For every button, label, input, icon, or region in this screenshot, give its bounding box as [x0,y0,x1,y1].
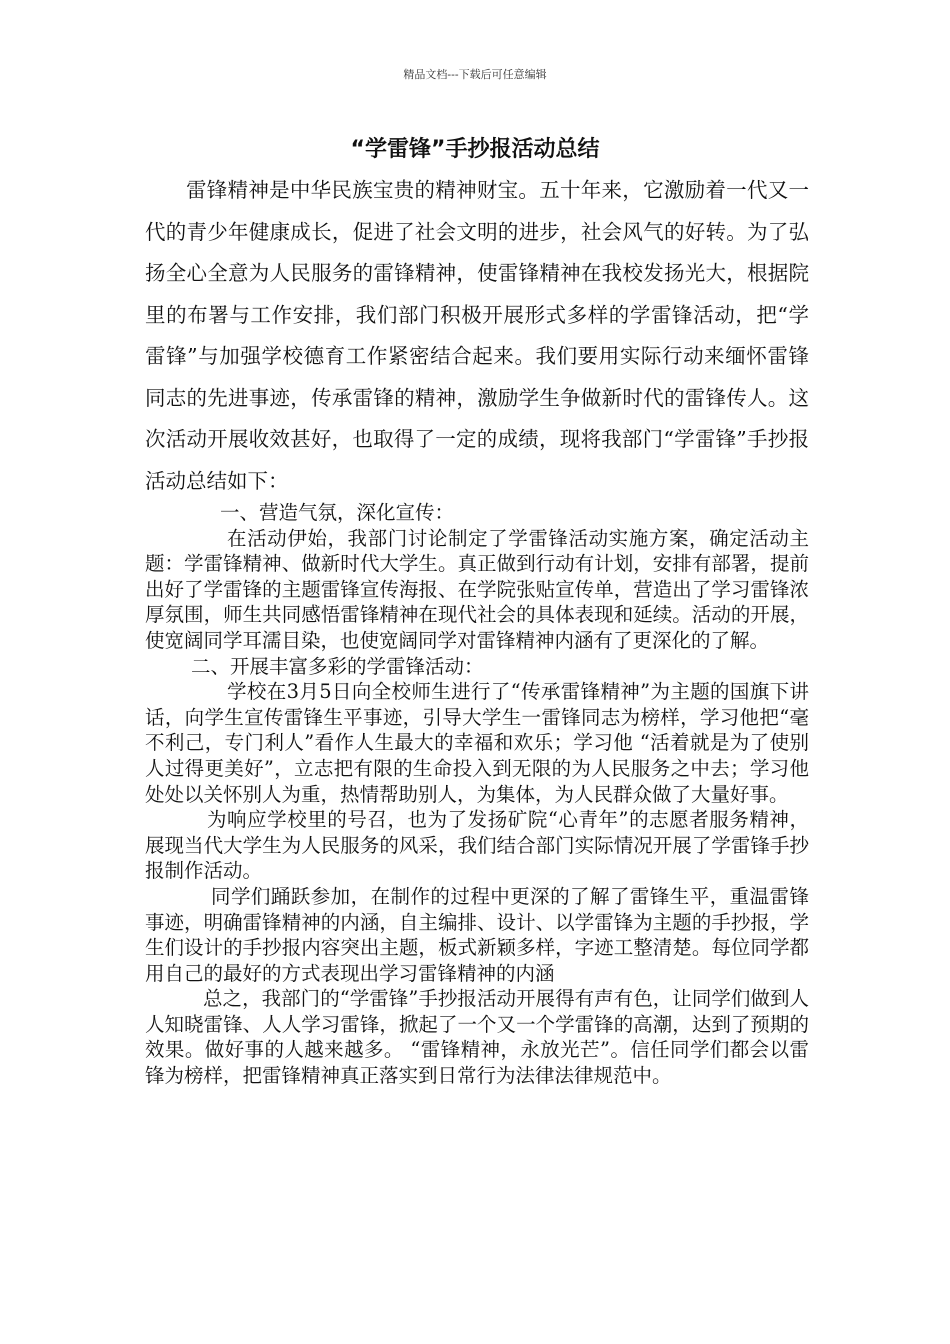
document-title: “学雷锋”手抄报活动总结 [350,137,600,162]
section-1-heading: 一、营造气氛，深化宣传： [220,501,455,524]
intro-paragraph: 雷锋精神是中华民族宝贵的精神财宝。五十年来，它激励着一代又一代的青少年健康成长，促进了社会文明的进步，社会风气的好转。为了弘扬全心全意为人民服务的雷锋精神，使雷锋精神在我校发扬光大，根据院里的布署与工作安排，我们部门积极开展形式多样的学雷锋活动，把“学雷锋”与加强学校德育工作紧密结合起来。我们要用实际行动来缅怀雷锋同志的先进事迹，传承雷锋的精神，激励学生争做新时代的雷锋传人。这次活动开展收效甚好，也取得了一定的成绩，现将我部门“学雷锋”手抄报活动总结如下： [145,178,809,493]
section-1-paragraph: 在活动伊始，我部门讨论制定了学雷锋活动实施方案，确定活动主题：学雷锋精神、做新时代大学生。真正做到行动有计划，安排有部署，提前出好了学雷锋的主题雷锋宣传海报、在学院张贴宣传单，营造出了学习雷锋浓厚氛围，师生共同感悟雷锋精神在现代社会的具体表现和延续。活动的开展，使宽阔同学耳濡目染，也使宽阔同学对雷锋精神内涵有了更深化的了解。 [145,526,809,652]
header-note: 精品文档---下载后可任意编辑 [403,68,547,81]
response-paragraph: 为响应学校里的号召，也为了发扬矿院“心青年”的志愿者服务精神，展现当代大学生为人民服务的风采，我们结合部门实际情况开展了学雷锋手抄报制作活动。 [145,808,809,883]
section-2-heading: 二、开展丰富多彩的学雷锋活动： [191,654,484,678]
document-body [145,500,809,1089]
participation-paragraph: 同学们踊跃参加，在制作的过程中更深的了解了雷锋生平，重温雷锋事迹，明确雷锋精神的内涵，自主编排、设计、以学雷锋为主题的手抄报，学生们设计的手抄报内容突出主题，板式新颖多样，字迹工整清楚。每位同学都用自己的最好的方式表现出学习雷锋精神的内涵 [145,884,809,985]
section-2-paragraph: 学校在3月5日向全校师生进行了“传承雷锋精神”为主题的国旗下讲话，向学生宣传雷锋生平事迹，引导大学生一雷锋同志为榜样，学习他把“毫不利己，专门利人”看作人生最大的幸福和欢乐；学习他 “活着就是为了使别人过得更美好”，立志把有限的生命投入到无限的为人民服务之中去；学习他处处以关怀别人为重，热情帮助别人，为集体，为人民群众做了大量好事。 [145,680,809,806]
conclusion-paragraph: 总之，我部门的“学雷锋”手抄报活动开展得有声有色，让同学们做到人人知晓雷锋、人人学习雷锋，掀起了一个又一个学雷锋的高潮，达到了预期的效果。做好事的人越来越多。 “雷锋精神，永放光芒”。信任同学们都会以雷锋为榜样，把雷锋精神真正落实到日常行为法律法律规范中。 [145,987,809,1088]
